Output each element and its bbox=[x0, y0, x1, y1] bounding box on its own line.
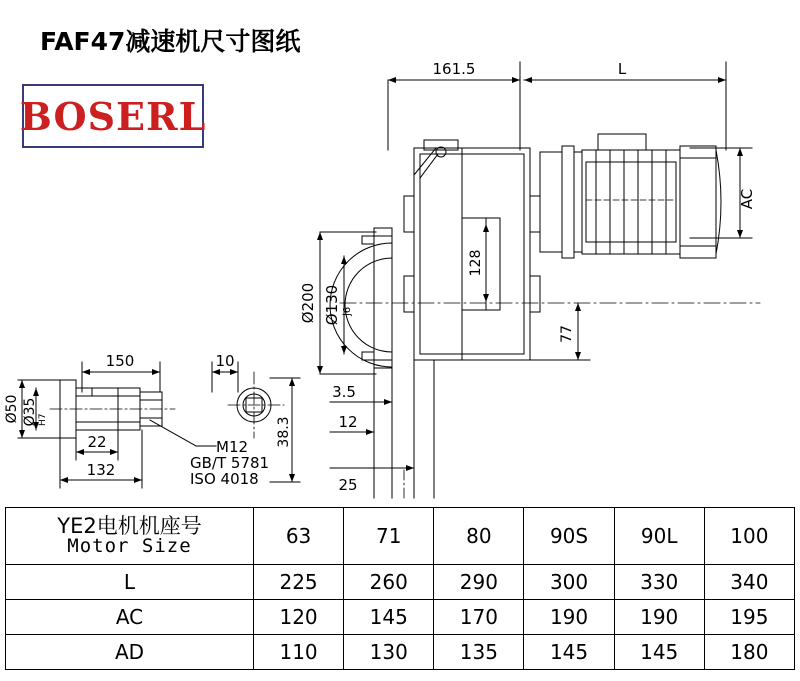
table-row bbox=[6, 508, 795, 565]
header-cell: 63 bbox=[253, 508, 343, 565]
page-title: FAF47减速机尺寸图纸 bbox=[40, 27, 301, 56]
dim-132: 132 bbox=[86, 461, 116, 479]
cell-ad-100: 180 bbox=[704, 635, 794, 670]
cell-ac-63: 120 bbox=[253, 600, 343, 635]
dim-25: 25 bbox=[338, 476, 358, 494]
cell-ac-71: 145 bbox=[344, 600, 434, 635]
cell-l-80: 290 bbox=[434, 565, 524, 600]
bolt-spec-line3: ISO 4018 bbox=[190, 470, 259, 488]
dim-d50: Ø50 bbox=[4, 394, 20, 424]
dim-10: 10 bbox=[215, 352, 235, 370]
cell-ac-90l: 190 bbox=[614, 600, 704, 635]
header-cell: 71 bbox=[344, 508, 434, 565]
dim-12: 12 bbox=[338, 413, 358, 431]
dim-128: 128 bbox=[468, 249, 484, 277]
dim-L: L bbox=[617, 60, 627, 78]
cell-l-100: 340 bbox=[704, 565, 794, 600]
row-label-ac: AC bbox=[6, 600, 254, 635]
header-label-en: Motor Size bbox=[67, 535, 192, 558]
bolt-spec-line2: GB/T 5781 bbox=[190, 454, 270, 472]
cell-ac-90s: 190 bbox=[524, 600, 614, 635]
dim-d35: Ø35 bbox=[22, 397, 38, 427]
dim-22: 22 bbox=[87, 433, 107, 451]
dim-d130-tol: j6 bbox=[342, 306, 353, 316]
dim-150: 150 bbox=[105, 352, 135, 370]
cell-ac-80: 170 bbox=[434, 600, 524, 635]
bolt-spec-line1: M12 bbox=[216, 438, 249, 456]
cell-l-63: 225 bbox=[253, 565, 343, 600]
cell-l-90s: 300 bbox=[524, 565, 614, 600]
header-cell: 100 bbox=[704, 508, 794, 565]
table-row bbox=[6, 635, 795, 670]
motor-size-table bbox=[5, 507, 795, 670]
dim-d200: Ø200 bbox=[299, 282, 317, 324]
cell-ad-71: 130 bbox=[344, 635, 434, 670]
header-cell: 90L bbox=[614, 508, 704, 565]
cell-ac-100: 195 bbox=[704, 600, 794, 635]
row-label-l: L bbox=[6, 565, 254, 600]
cell-ad-90l: 145 bbox=[614, 635, 704, 670]
table-row bbox=[6, 600, 795, 635]
header-label-cn: YE2电机机座号 bbox=[57, 514, 202, 538]
row-label-ad: AD bbox=[6, 635, 254, 670]
dim-38-3: 38.3 bbox=[276, 416, 292, 448]
dim-161-5: 161.5 bbox=[432, 60, 476, 78]
dim-AC: AC bbox=[738, 188, 756, 210]
logo-text: BOSERL bbox=[19, 93, 207, 139]
cell-l-90l: 330 bbox=[614, 565, 704, 600]
dim-d130: Ø130 bbox=[323, 284, 341, 326]
header-cell: 90S bbox=[524, 508, 614, 565]
dim-d35-tol: H7 bbox=[38, 413, 48, 426]
table-header-label bbox=[6, 508, 254, 565]
dim-3-5: 3.5 bbox=[332, 383, 356, 401]
dim-77: 77 bbox=[559, 325, 575, 343]
cell-ad-80: 135 bbox=[434, 635, 524, 670]
cell-ad-63: 110 bbox=[253, 635, 343, 670]
header-cell: 80 bbox=[434, 508, 524, 565]
cell-l-71: 260 bbox=[344, 565, 434, 600]
cell-ad-90s: 145 bbox=[524, 635, 614, 670]
table-row bbox=[6, 565, 795, 600]
